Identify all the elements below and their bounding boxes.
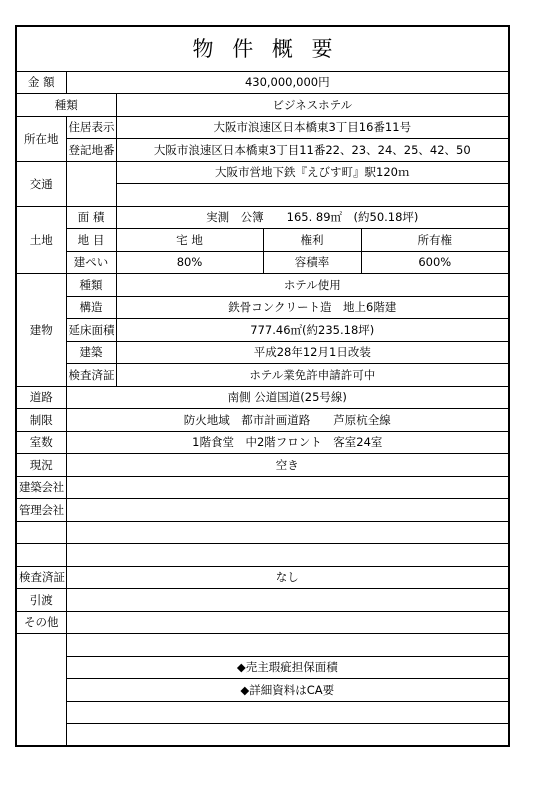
- building-construction-label: 建築: [66, 341, 116, 364]
- handover-value: [66, 589, 509, 612]
- type-row: [16, 94, 509, 117]
- land-row-coverage: [16, 251, 509, 274]
- empty-row: [16, 521, 509, 544]
- building-label: 建物: [16, 274, 66, 387]
- handover-row: [16, 589, 509, 612]
- empty-label: [16, 544, 66, 567]
- land-category-value: 宅 地: [116, 229, 263, 252]
- rooms-row: [16, 431, 509, 454]
- land-label: 土地: [16, 206, 66, 274]
- land-area-value: 実測 公簿 165. 89㎡ (約50.18坪): [116, 206, 509, 229]
- type-value: ビジネスホテル: [116, 94, 509, 117]
- rooms-label: 室数: [16, 431, 66, 454]
- land-category-label: 地 目: [66, 229, 116, 252]
- empty-label: [16, 521, 66, 544]
- residential-value: 大阪市浪速区日本橋東3丁目16番11号: [116, 116, 509, 139]
- transport-sub-empty: [66, 161, 116, 206]
- land-row-category: [16, 229, 509, 252]
- notes-row: [16, 656, 509, 679]
- status-value: 空き: [66, 454, 509, 477]
- price-label: 金 額: [16, 71, 66, 94]
- land-row-area: [16, 206, 509, 229]
- building-row-construction: [16, 341, 509, 364]
- notes-row: [16, 724, 509, 747]
- handover-label: 引渡: [16, 589, 66, 612]
- building-row-inspection: [16, 364, 509, 387]
- inspection-label: 検査済証: [16, 566, 66, 589]
- rooms-value: 1階食堂 中2階フロント 客室24室: [66, 431, 509, 454]
- land-far-value: 600%: [361, 251, 509, 274]
- building-floor-area-label: 延床面積: [66, 319, 116, 342]
- road-value: 南側 公道国道(25号線): [66, 386, 509, 409]
- restriction-label: 制限: [16, 409, 66, 432]
- manager-label: 管理会社: [16, 499, 66, 522]
- building-inspection-label: 検査済証: [66, 364, 116, 387]
- builder-value: [66, 476, 509, 499]
- status-row: [16, 454, 509, 477]
- other-label: その他: [16, 611, 66, 634]
- building-type-label: 種類: [66, 274, 116, 297]
- building-row-structure: [16, 296, 509, 319]
- road-label: 道路: [16, 386, 66, 409]
- restriction-row: [16, 409, 509, 432]
- land-rights-value: 所有権: [361, 229, 509, 252]
- land-coverage-label: 建ぺい: [66, 251, 116, 274]
- land-coverage-value: 80%: [116, 251, 263, 274]
- type-label: 種類: [16, 94, 116, 117]
- registry-label: 登記地番: [66, 139, 116, 162]
- inspection-value: なし: [66, 566, 509, 589]
- building-type-value: ホテル使用: [116, 274, 509, 297]
- builder-label: 建築会社: [16, 476, 66, 499]
- price-row: [16, 71, 509, 94]
- land-far-label: 容積率: [263, 251, 361, 274]
- notes-row: [16, 701, 509, 724]
- manager-value: [66, 499, 509, 522]
- builder-row: [16, 476, 509, 499]
- note-seller-warranty: ◆売主瑕疵担保面積: [66, 656, 509, 679]
- other-row: [16, 611, 509, 634]
- land-area-label: 面 積: [66, 206, 116, 229]
- other-value: [66, 611, 509, 634]
- transport-value-empty: [116, 184, 509, 207]
- location-row-residential: [16, 116, 509, 139]
- empty-value: [66, 544, 509, 567]
- land-rights-label: 権利: [263, 229, 361, 252]
- empty-value: [66, 521, 509, 544]
- inspection-row: [16, 566, 509, 589]
- note-details-ca: ◆詳細資料はCA要: [66, 679, 509, 702]
- property-overview-table: [15, 25, 510, 747]
- building-floor-area-value: 777.46㎡(約235.18坪): [116, 319, 509, 342]
- transport-label: 交通: [16, 161, 66, 206]
- registry-value: 大阪市浪速区日本橋東3丁目11番22、23、24、25、42、50: [116, 139, 509, 162]
- notes-row: [16, 634, 509, 657]
- manager-row: [16, 499, 509, 522]
- residential-label: 住居表示: [66, 116, 116, 139]
- location-row-registry: [16, 139, 509, 162]
- transport-value: 大阪市営地下鉄『えびす町』駅120ｍ: [116, 161, 509, 184]
- location-label: 所在地: [16, 116, 66, 161]
- note-empty: [66, 701, 509, 724]
- status-label: 現況: [16, 454, 66, 477]
- building-structure-value: 鉄骨コンクリート造 地上6階建: [116, 296, 509, 319]
- road-row: [16, 386, 509, 409]
- notes-label-empty: [16, 634, 66, 747]
- transport-row-1: [16, 161, 509, 184]
- document-title: 物 件 概 要: [16, 26, 509, 71]
- building-inspection-value: ホテル業免許申請許可中: [116, 364, 509, 387]
- notes-row: [16, 679, 509, 702]
- building-structure-label: 構造: [66, 296, 116, 319]
- building-row-floor-area: [16, 319, 509, 342]
- price-value: 430,000,000円: [66, 71, 509, 94]
- empty-row: [16, 544, 509, 567]
- restriction-value: 防火地域 都市計画道路 芦原杭全線: [66, 409, 509, 432]
- note-empty: [66, 724, 509, 747]
- building-construction-value: 平成28年12月1日改装: [116, 341, 509, 364]
- note-empty: [66, 634, 509, 657]
- building-row-type: [16, 274, 509, 297]
